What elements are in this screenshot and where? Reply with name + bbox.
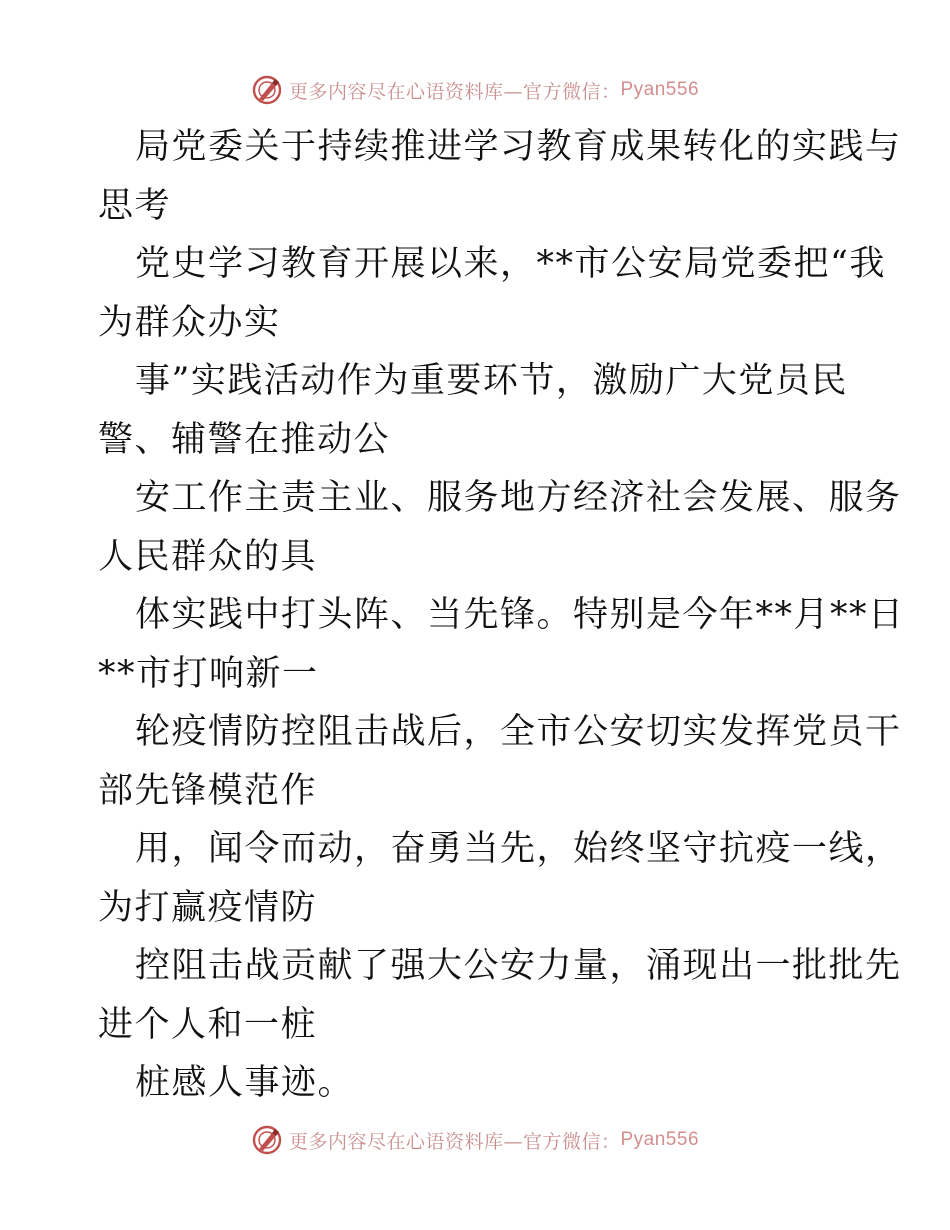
text-line: 为群众办实	[98, 302, 281, 343]
document-body	[98, 118, 905, 1113]
text-line: 为打赢疫情防	[98, 887, 318, 928]
wechat-id: Pyan556	[620, 1129, 700, 1150]
text-line: 局党委关于持续推进学习教育成果转化的实践与	[135, 127, 902, 167]
text-line: 体实践中打头阵、当先锋。特别是今年**月**日	[135, 595, 905, 635]
pen-logo-icon	[251, 74, 283, 106]
pen-logo-icon	[251, 1124, 283, 1156]
footer-banner	[0, 1122, 950, 1158]
header-banner	[0, 72, 950, 108]
text-line: 安工作主责主业、服务地方经济社会发展、服务	[135, 478, 902, 518]
banner-text: 更多内容尽在心语资料库—官方微信：	[288, 80, 621, 103]
banner-text: 更多内容尽在心语资料库—官方微信：	[288, 1130, 621, 1153]
text-line: 用，闻令而动，奋勇当先，始终坚守抗疫一线，	[135, 829, 902, 869]
text-line: 部先锋模范作	[98, 770, 318, 811]
text-line: 人民群众的具	[98, 536, 318, 577]
text-line: 控阻击战贡献了强大公安力量，涌现出一批批先	[135, 946, 902, 986]
text-line: 思考	[98, 185, 172, 226]
text-line: 党史学习教育开展以来，**市公安局党委把“我	[135, 244, 886, 284]
text-line: 桩感人事迹。	[135, 1063, 355, 1103]
text-line: 进个人和一桩	[98, 1004, 318, 1045]
text-line: 轮疫情防控阻击战后，全市公安切实发挥党员干	[135, 712, 902, 752]
text-line: 警、辅警在推动公	[98, 419, 391, 460]
wechat-id: Pyan556	[620, 79, 700, 100]
text-line: 事”实践活动作为重要环节，激励广大党员民	[135, 361, 848, 401]
text-line: **市打响新一	[98, 653, 319, 694]
